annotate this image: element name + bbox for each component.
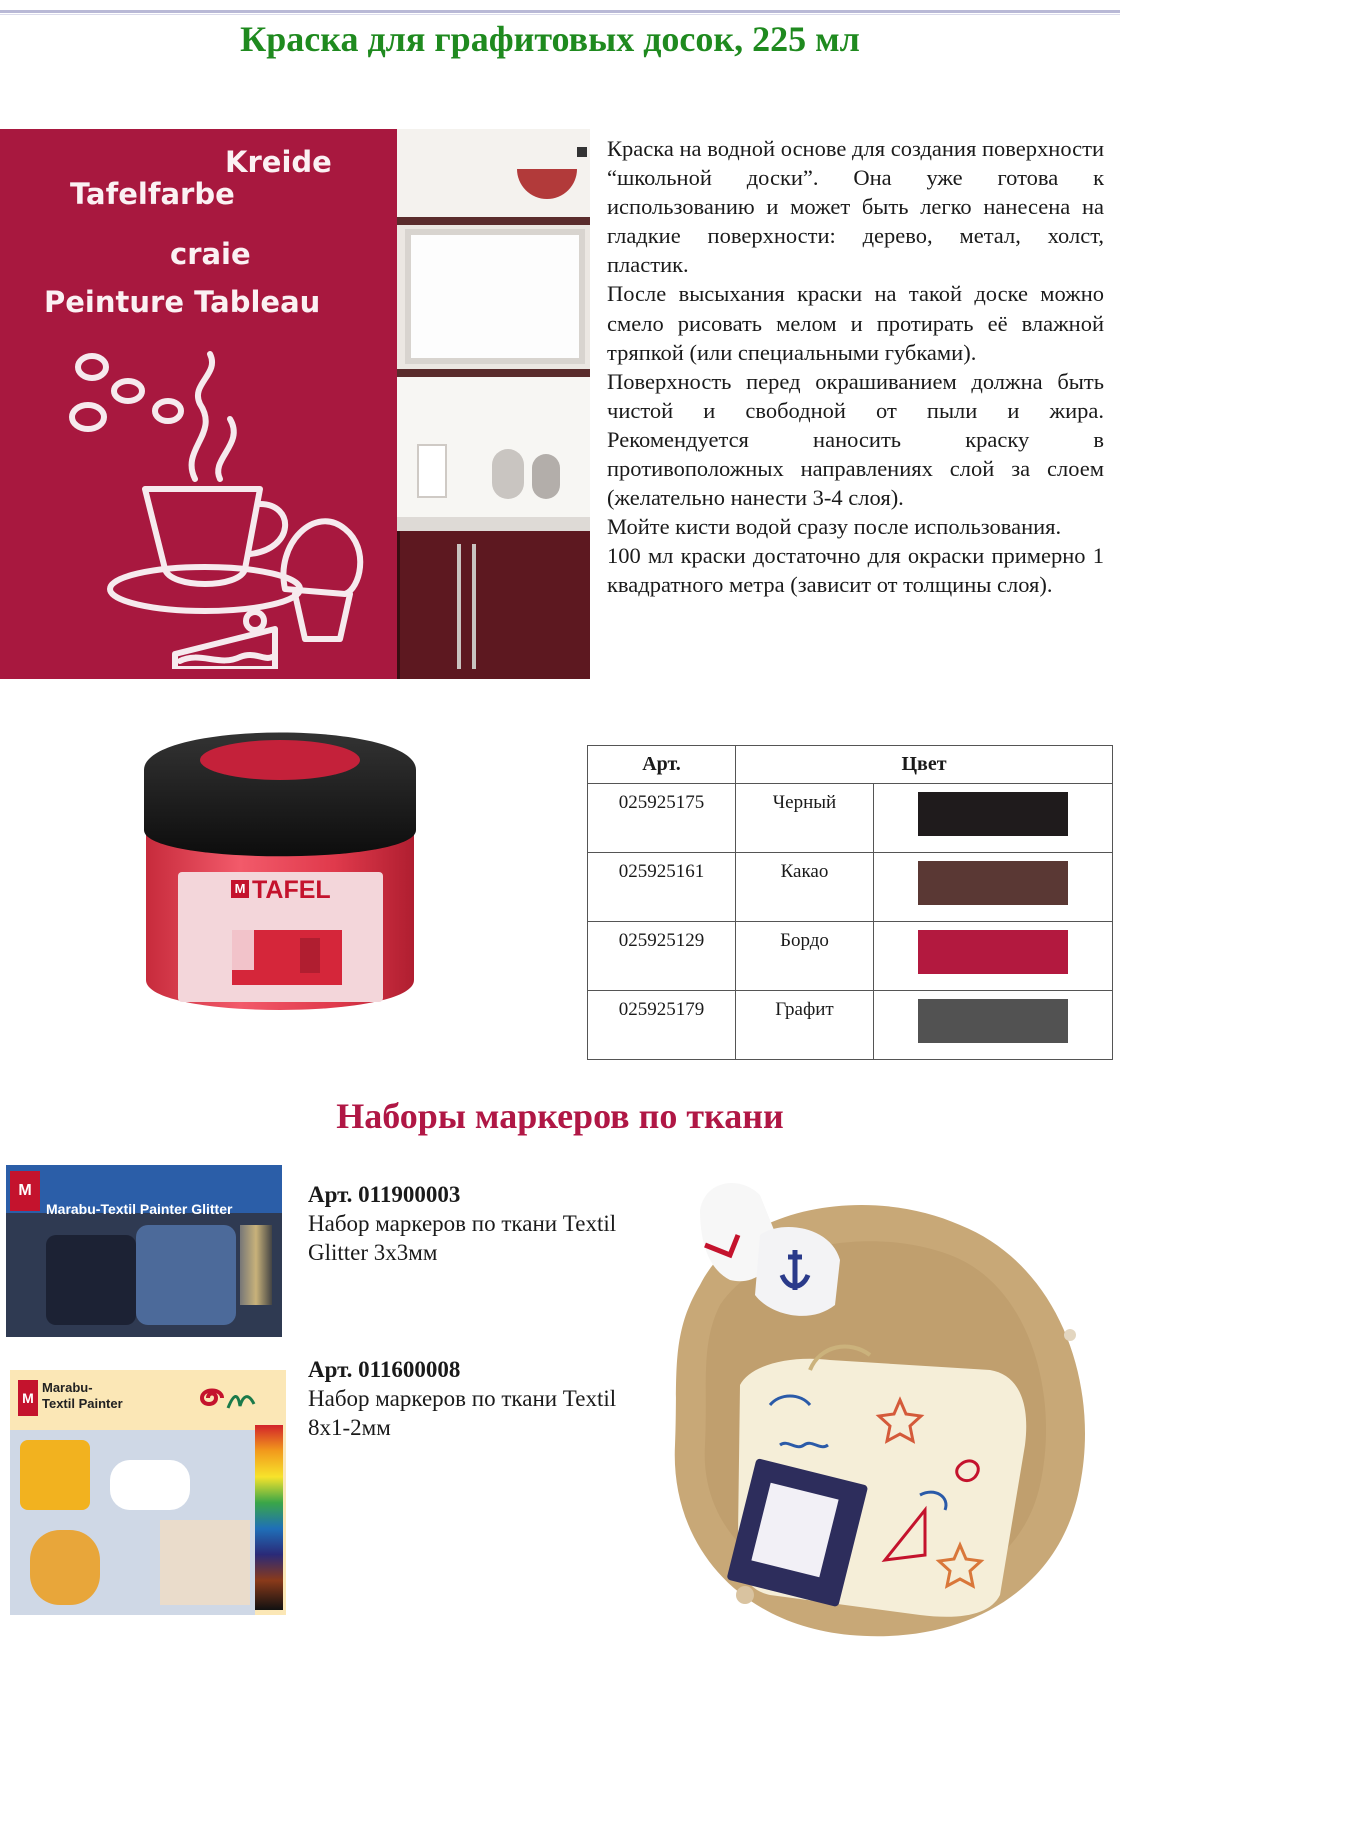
description-paragraph: Краска на водной основе для создания поверхности “школьной доски”. Она уже готова к использованию и может быть легко нанесена на гладкие поверхности: дерево, метал, холст, пластик.	[607, 136, 1104, 278]
table-row	[588, 784, 1113, 853]
chalk-word: Kreide	[225, 145, 332, 179]
color-swatch	[918, 999, 1068, 1043]
table-row	[588, 991, 1113, 1060]
art-number: 025925161	[588, 853, 736, 922]
color-swatch	[918, 792, 1068, 836]
coffee-bean-icon	[72, 405, 104, 429]
product-name-line2: 8х1-2мм	[308, 1415, 391, 1440]
box-label: Marabu- Textil Painter	[42, 1380, 123, 1411]
product-2-info	[308, 1355, 616, 1442]
chalk-word: Tafelfarbe	[70, 177, 235, 211]
coffee-bean-icon	[155, 401, 181, 421]
table-header-row	[588, 746, 1113, 784]
column-header-art: Арт.	[588, 746, 736, 784]
top-rule-thin	[0, 14, 1120, 15]
box-label: Marabu-Textil Painter Glitter	[46, 1201, 233, 1217]
page-title: Краска для графитовых досок, 225 мл	[240, 19, 860, 59]
color-name: Какао	[736, 853, 874, 922]
chalk-word: Peinture Tableau	[44, 285, 321, 319]
chalk-word: craie	[170, 237, 251, 271]
color-table	[587, 745, 1113, 1060]
chalkboard-wall	[0, 129, 397, 679]
painted-bag-photo	[660, 1165, 1090, 1645]
table-row	[588, 853, 1113, 922]
art-number: 025925179	[588, 991, 736, 1060]
color-name: Графит	[736, 991, 874, 1060]
color-name: Черный	[736, 784, 874, 853]
description-paragraph: После высыхания краски на такой доске можно смело рисовать мелом и протирать её влажной тряпкой (или специальными губками).	[607, 281, 1104, 365]
top-rule	[0, 10, 1120, 13]
description-paragraph: 100 мл краски достаточно для окраски примерно 1 квадратного метра (зависит от толщины слоя).	[607, 543, 1104, 598]
coffee-bean-icon	[78, 356, 106, 378]
product-art: Арт. 011900003	[308, 1182, 461, 1207]
color-swatch	[918, 930, 1068, 974]
product-1-info	[308, 1180, 616, 1267]
table-row	[588, 922, 1113, 991]
product-art: Арт. 011600008	[308, 1357, 461, 1382]
product-description	[607, 134, 1104, 600]
hero-photo	[0, 129, 590, 679]
color-swatch	[918, 861, 1068, 905]
marabu-logo: M	[231, 880, 249, 898]
color-name: Бордо	[736, 922, 874, 991]
chalk-drawings	[60, 339, 390, 669]
section-title-markers: Наборы маркеров по ткани	[336, 1096, 784, 1136]
art-number: 025925129	[588, 922, 736, 991]
marabu-logo: M	[10, 1171, 40, 1211]
description-paragraph: Поверхность перед окрашиванием должна быть чистой и свободной от пыли и жира. Рекомендуется наносить краску в противоположных направлениях слой за слоем (желательно нанести 3-4 слоя).	[607, 368, 1104, 511]
column-header-color: Цвет	[736, 746, 1113, 784]
art-number: 025925175	[588, 784, 736, 853]
coffee-bean-icon	[114, 381, 142, 401]
swirl-logo-icon	[190, 1378, 260, 1418]
marabu-logo: M	[18, 1380, 38, 1416]
textil-marker-box-image	[10, 1370, 286, 1615]
product-name-line2: Glitter 3х3мм	[308, 1240, 438, 1265]
glitter-marker-box-image	[6, 1165, 282, 1337]
product-name: Набор маркеров по ткани Textil	[308, 1211, 617, 1236]
jar-label: TAFEL	[252, 876, 331, 904]
kitchen-photo	[397, 129, 590, 679]
description-paragraph: Мойте кисти водой сразу после использования.	[607, 514, 1062, 540]
product-name: Набор маркеров по ткани Textil	[308, 1386, 617, 1411]
